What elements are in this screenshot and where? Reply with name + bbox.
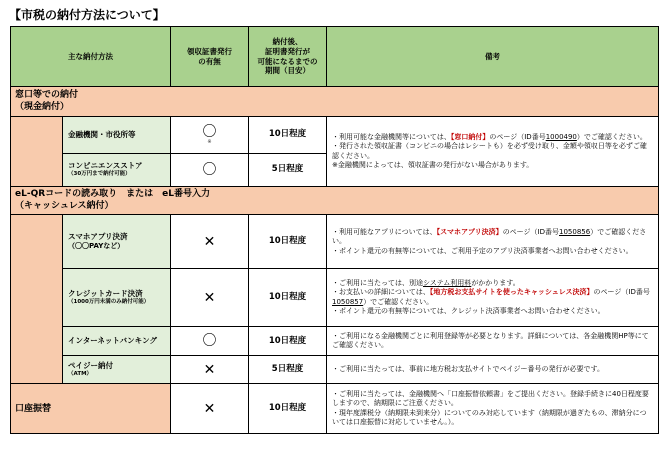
method-payeasy: ペイジー納付 （ATM） xyxy=(63,356,171,384)
link-system-fee[interactable]: システム利用料 xyxy=(423,279,472,287)
method-netbanking: インターネットバンキング xyxy=(63,327,171,356)
table-row-payeasy xyxy=(11,356,659,384)
link-id-1050856[interactable]: 1050856 xyxy=(559,227,591,236)
method-convenience: コンビニエンスストア （30万円まで納付可能） xyxy=(63,154,171,187)
cross-icon: ✕ xyxy=(203,233,216,250)
remarks-counter: ・利用可能な金融機関等については、【窓口納付】のページ（ID番号1000490）でご確認ください。 ・発行された領収証書（コンビニの場合はレシートも）を必ず受け取り、金額や領収日等を必ずご確認ください。 ※金融機関によっては、領収証書の発行がない場合があります。 xyxy=(327,117,659,187)
header-remarks: 備考 xyxy=(327,27,659,87)
circle-icon: 〇 xyxy=(202,124,217,140)
receipt-netbanking xyxy=(171,327,249,356)
header-receipt: 領収証書発行 の有無 xyxy=(171,27,249,87)
cross-icon: ✕ xyxy=(203,289,216,306)
remarks-smartphone: ・利用可能なアプリについては、【スマホアプリ決済】のページ（ID番号1050856）でご確認ください。 ・ポイント還元の有無等については、ご利用予定のアプリ決済事業者へお問い合わせください。 xyxy=(327,215,659,269)
circle-icon: 〇 xyxy=(202,162,217,178)
section-cashless-title: eL-QRコードの読み取り または eL番号入力 （キャッシュレス納付） xyxy=(11,187,659,215)
period-payeasy: 5日程度 xyxy=(249,356,327,384)
receipt-smartphone xyxy=(171,215,249,269)
circle-icon: 〇 xyxy=(202,333,217,350)
table-row-smartphone xyxy=(11,215,659,269)
payment-methods-table xyxy=(10,26,659,434)
table-row-netbanking xyxy=(11,327,659,356)
section-row-cashless xyxy=(11,187,659,215)
method-account: 口座振替 xyxy=(11,384,171,434)
section-counter-spacer xyxy=(11,117,63,187)
remarks-payeasy: ・ご利用に当たっては、事前に地方税お支払サイトでペイジー番号の発行が必要です。 xyxy=(327,356,659,384)
link-smartphone-payment[interactable]: 【スマホアプリ決済】 xyxy=(436,227,503,236)
section-cashless-spacer xyxy=(11,215,63,384)
receipt-payeasy xyxy=(171,356,249,384)
header-period: 納付後、 証明書発行が 可能になるまでの 期間（目安） xyxy=(249,27,327,87)
remarks-netbanking: ・ご利用になる金融機関ごとに利用登録等が必要となります。詳細については、各金融機関HP等にてご確認ください。 xyxy=(327,327,659,356)
page-title: 【市税の納付方法について】 xyxy=(9,8,165,22)
receipt-convenience xyxy=(171,154,249,187)
link-id-1000490[interactable]: 1000490 xyxy=(545,132,577,141)
period-bank: 10日程度 xyxy=(249,117,327,154)
table-header-row xyxy=(11,27,659,87)
cross-icon: ✕ xyxy=(203,361,216,378)
receipt-credit xyxy=(171,269,249,327)
period-netbanking: 10日程度 xyxy=(249,327,327,356)
section-row-counter xyxy=(11,87,659,117)
header-method: 主な納付方法 xyxy=(11,27,171,87)
link-id-1050857[interactable]: 1050857 xyxy=(332,297,364,306)
period-credit: 10日程度 xyxy=(249,269,327,327)
table-row-account xyxy=(11,384,659,434)
link-counter-payment[interactable]: 【窓口納付】 xyxy=(450,132,490,141)
cross-icon: ✕ xyxy=(203,400,216,417)
link-cashless-site[interactable]: 【地方税お支払サイトを使ったキャッシュレス決済】 xyxy=(429,288,594,297)
method-credit: クレジットカード決済 （1000万円未満のみ納付可能） xyxy=(63,269,171,327)
section-counter-title: 窓口等での納付 （現金納付） xyxy=(11,87,659,117)
remarks-account: ・ご利用に当たっては、金融機関へ「口座振替依頼書」をご提出ください。登録手続きに40日程度要しますので、納期限にご注意ください。 ・現年度課税分（納期限未到来分）についてのみ対応しています（納期限が過ぎたもの、滞納分については口座振替に対応していません。）。 xyxy=(327,384,659,434)
method-smartphone: スマホアプリ決済 （〇〇PAYなど） xyxy=(63,215,171,269)
table-row-bank xyxy=(11,117,659,154)
note-mark: ※ xyxy=(207,139,212,145)
period-smartphone: 10日程度 xyxy=(249,215,327,269)
period-convenience: 5日程度 xyxy=(249,154,327,187)
remarks-credit: ・ご利用に当たっては、別途システム利用料がかかります。 ・お支払いの詳細については、【地方税お支払サイトを使ったキャッシュレス決済】のページ（ID番号1050857）でご確認ください。 ・ポイント還元の有無等については、クレジット決済事業者へお問い合わせください。 xyxy=(327,269,659,327)
period-account: 10日程度 xyxy=(249,384,327,434)
method-bank: 金融機関・市役所等 xyxy=(63,117,171,154)
receipt-bank xyxy=(171,117,249,154)
table-row-credit xyxy=(11,269,659,327)
receipt-account xyxy=(171,384,249,434)
